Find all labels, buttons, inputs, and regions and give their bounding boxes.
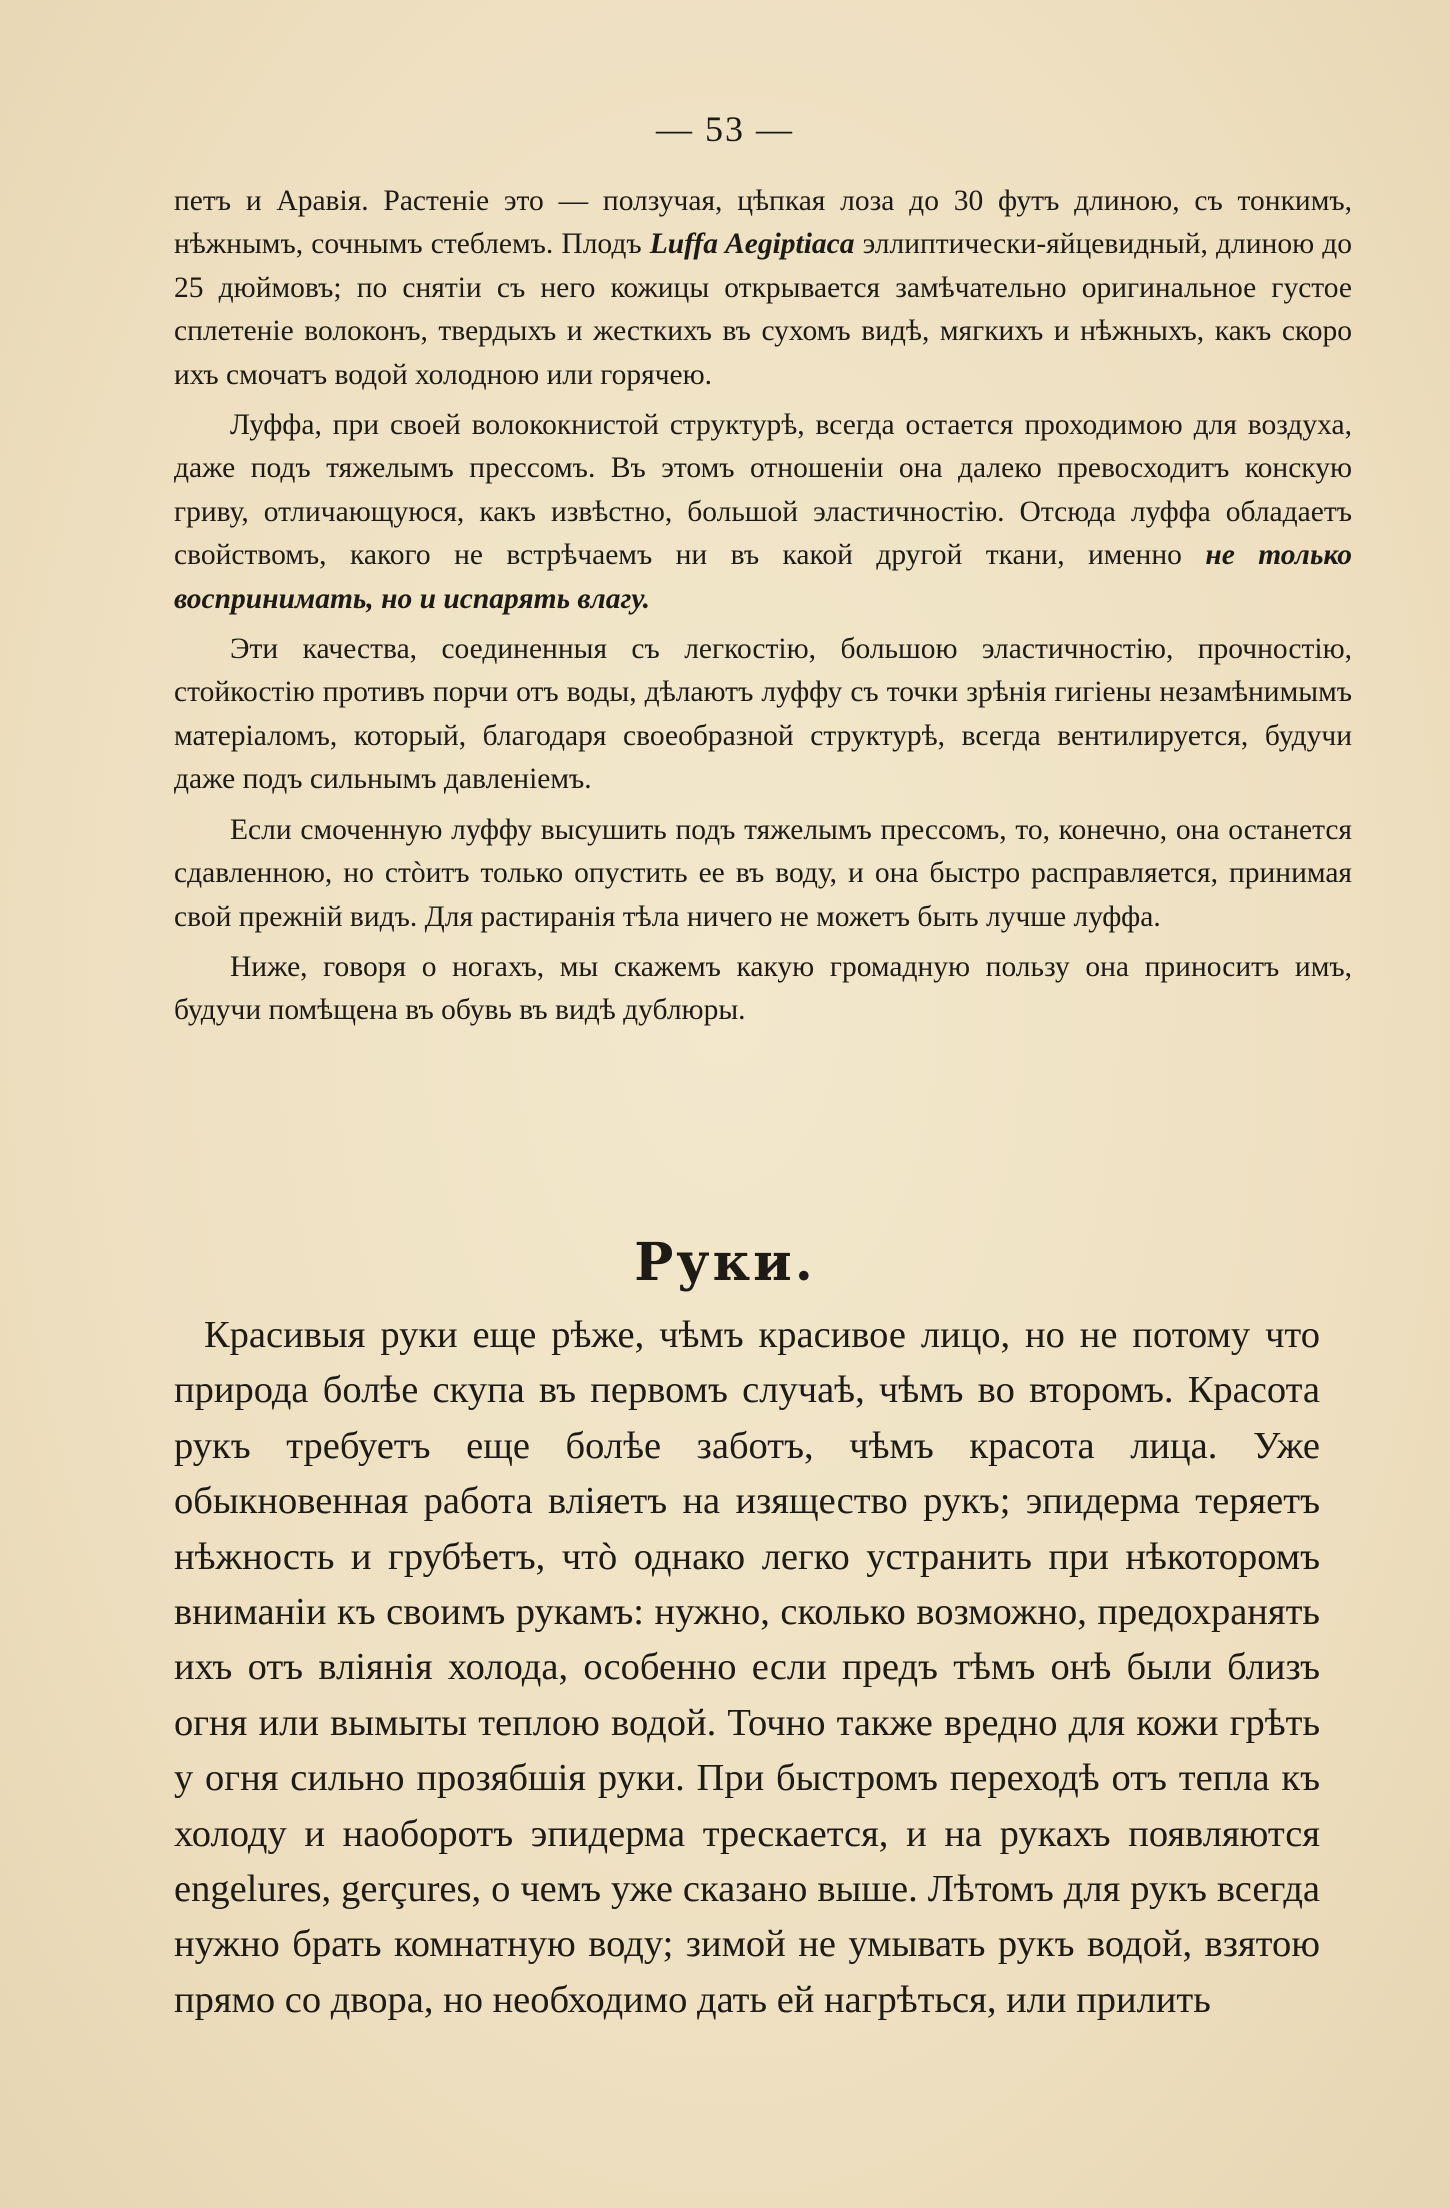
section-heading: Руки. [634, 1232, 816, 1293]
paragraph-text: петъ и Аравія. Растеніе это — ползучая, цѣпкая лоза до 30 футъ длиною, съ тонкимъ, нѣжнымъ, сочнымъ стеблемъ. Плодъ [174, 185, 1352, 261]
paragraph-luffa-qualities: Эти качества, соединенныя съ легкостію, большою эластичностію, прочностію, стойкостію противъ порчи отъ воды, дѣлаютъ луффу съ точки зрѣнія гигіены незамѣнимымъ матеріаломъ, который, благодаря своеобразной структурѣ, всегда вентилируется, будучи даже подъ сильнымъ давленіемъ. [174, 633, 1352, 796]
hands-section [174, 1308, 1320, 2028]
paragraph-text: Луффа, при своей волококнистой структурѣ, всегда остается проходимою для воздуха, даже подъ тяжелымъ прессомъ. Въ этомъ отношеніи она далеко превосходитъ конскую гриву, отличающуюся, какъ извѣстно, большой эластичностію. Отсюда луффа обладаетъ свойствомъ, какого не встрѣчаемъ ни въ какой другой ткани, именно [174, 409, 1352, 572]
page-number: — 53 — [656, 109, 794, 149]
paragraph-luffa-structure [174, 404, 1352, 621]
paragraph-text: эллиптически-яйцевидный, длиною до 25 дюймовъ; по снятіи съ него кожицы открывается замѣчательно оригинальное густое сплетеніе волоконъ, твердыхъ и жесткихъ въ сухомъ видѣ, мягкихъ и нѣжныхъ, какъ скоро ихъ смочатъ водой холодною или горячею. [174, 228, 1353, 391]
paragraph-luffa-drying: Если смоченную луффу высушить подъ тяжелымъ прессомъ, то, конечно, она останется сдавленною, но стòитъ только опустить ее въ воду, и она быстро расправляется, принимая свой прежній видъ. Для растиранія тѣла ничего не можетъ быть лучше луффа. [174, 813, 1352, 933]
luffa-section [174, 180, 1352, 1033]
emphasis-text: не только воспринимать, но и испарять влагу. [174, 539, 1353, 615]
paragraph-luffa-feet: Ниже, говоря о ногахъ, мы скажемъ какую громадную пользу она приноситъ имъ, будучи помѣщена въ обувь въ видѣ дублюры. [174, 950, 1352, 1027]
paragraph-hands: Красивыя руки еще рѣже, чѣмъ красивое лицо, но не потому что природа болѣе скупа въ первомъ случаѣ, чѣмъ во второмъ. Красота рукъ требуетъ еще болѣе заботъ, чѣмъ красота лица. Уже обыкновенная работа вліяетъ на изящество рукъ; эпидерма теряетъ нѣжность и грубѣетъ, чтò однако легко устранить при нѣкоторомъ вниманіи къ своимъ рукамъ: нужно, сколько возможно, предохранять ихъ отъ вліянія холода, особенно если предъ тѣмъ онѣ были близъ огня или вымыты теплою водой. Точно также вредно для кожи грѣть у огня сильно прозябшія руки. При быстромъ переходѣ отъ тепла къ холоду и наоборотъ эпидерма трескается, и на рукахъ появляются engelures, gerçures, о чемъ уже сказано выше. Лѣтомъ для рукъ всегда нужно брать комнатную воду; зимой не умывать рукъ водой, взятою прямо со двора, но необходимо дать ей нагрѣться, или прилить [174, 1314, 1320, 2021]
paragraph-luffa-description [174, 180, 1352, 397]
latin-name: Luffa Aegiptiaca [649, 228, 855, 261]
